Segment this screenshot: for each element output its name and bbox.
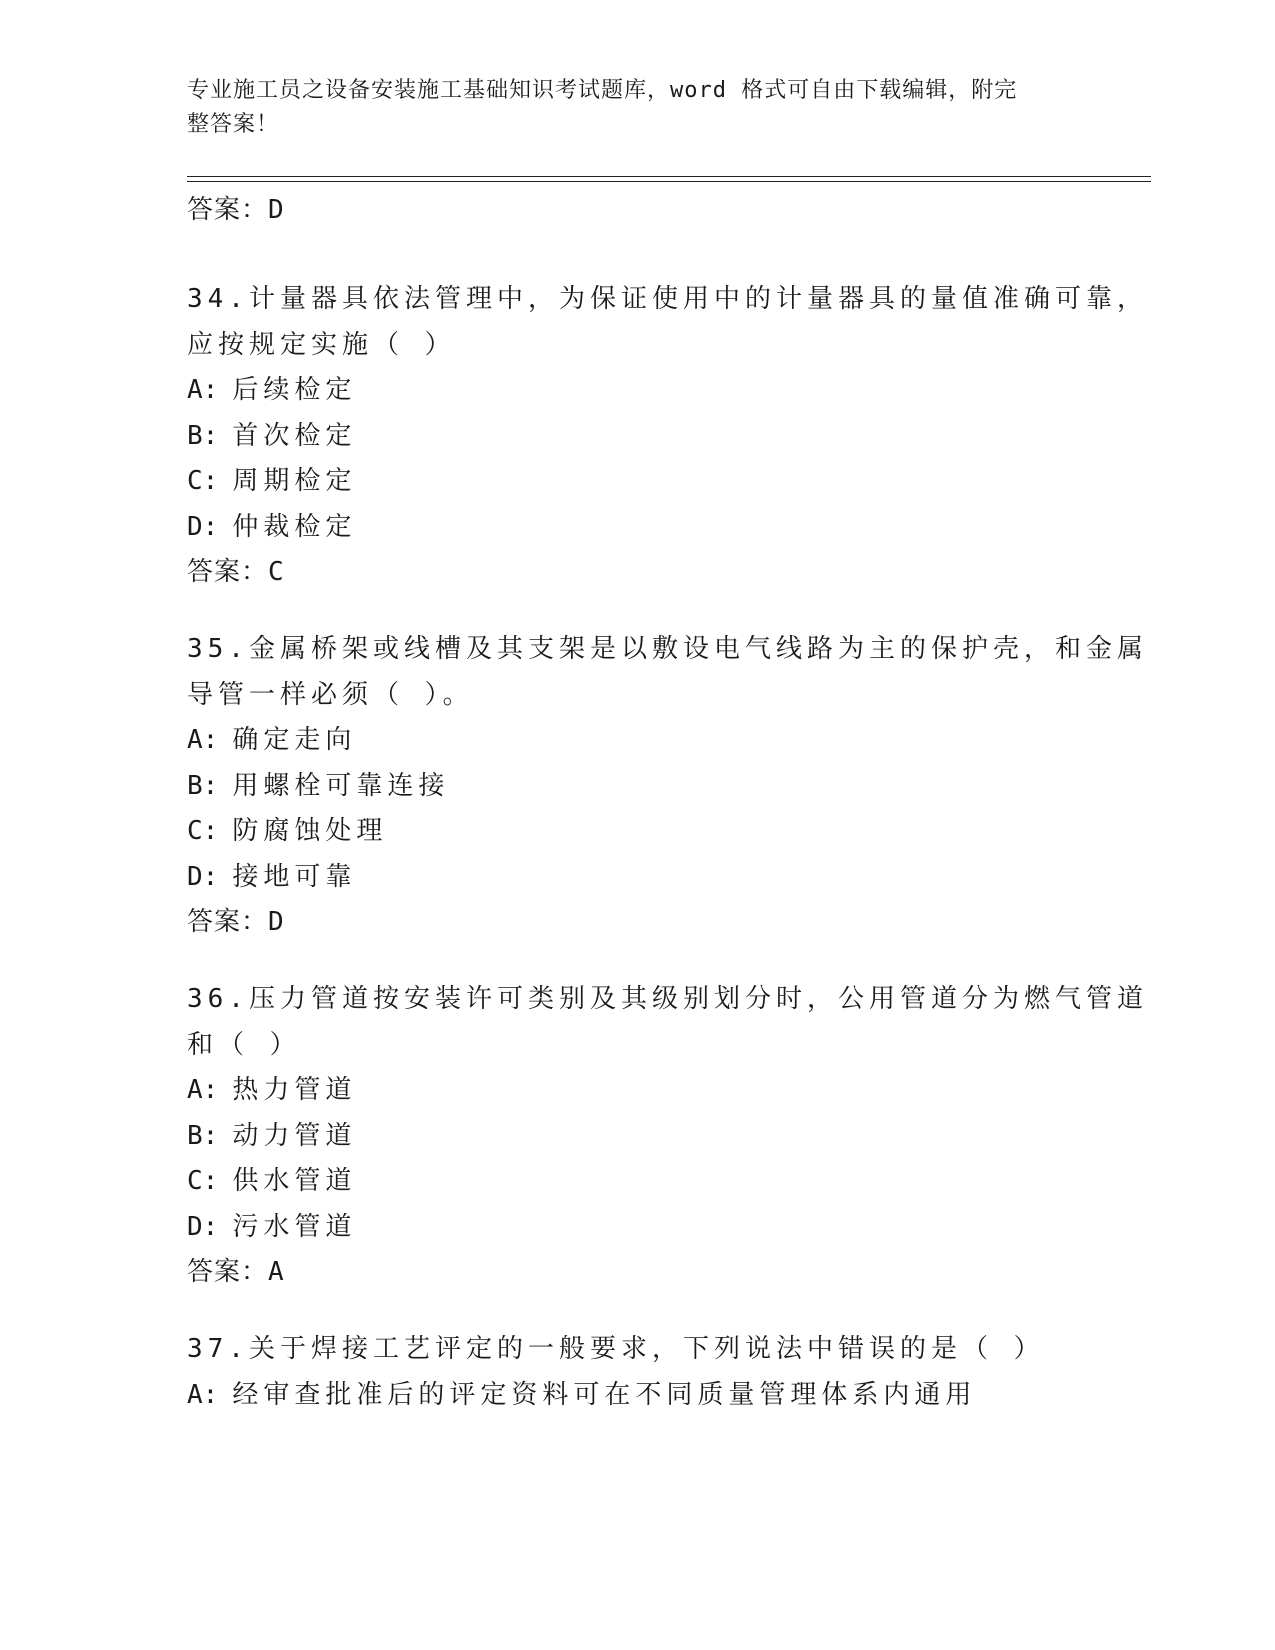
document-header <box>187 74 1067 142</box>
option-label: C: <box>187 466 219 496</box>
option-d <box>187 505 1087 551</box>
option-b <box>187 764 1087 810</box>
question-stem-line-1: 34.计量器具依法管理中，为保证使用中的计量器具的量值准确可靠， <box>187 284 1148 314</box>
option-text: 热力管道 <box>232 1075 357 1105</box>
question-stem-line-1: 35.金属桥架或线槽及其支架是以敷设电气线路为主的保护壳，和金属 <box>187 634 1148 664</box>
option-a <box>187 1373 1087 1419</box>
question-36 <box>187 977 1148 1296</box>
header-title-line-1: 专业施工员之设备安装施工基础知识考试题库，word 格式可自由下载编辑，附完 <box>187 78 1018 103</box>
answer-previous-question: 答案：D <box>187 195 285 225</box>
option-label: A: <box>187 375 219 405</box>
option-text: 动力管道 <box>232 1120 357 1151</box>
option-c <box>187 809 1087 855</box>
option-label: B: <box>187 770 219 801</box>
option-text: 后续检定 <box>232 375 357 405</box>
option-text: 首次检定 <box>232 420 357 451</box>
option-label: B: <box>187 1120 219 1151</box>
header-divider-top <box>187 176 1151 177</box>
option-text: 污水管道 <box>232 1211 357 1242</box>
option-d <box>187 1205 1087 1251</box>
question-37 <box>187 1327 1087 1418</box>
question-35 <box>187 627 1148 946</box>
question-stem-line-2: 导管一样必须（ ）。 <box>187 679 474 710</box>
option-text: 用螺栓可靠连接 <box>232 770 450 801</box>
option-text: 确定走向 <box>232 725 357 755</box>
option-c <box>187 1159 1087 1205</box>
option-label: C: <box>187 816 219 846</box>
option-b <box>187 414 1087 460</box>
option-a <box>187 1068 1087 1114</box>
option-label: D: <box>187 1211 219 1242</box>
answer: 答案：A <box>187 1257 285 1287</box>
option-label: B: <box>187 420 219 451</box>
option-text: 周期检定 <box>232 466 357 496</box>
option-label: D: <box>187 861 219 892</box>
option-label: D: <box>187 511 219 542</box>
option-a <box>187 368 1087 414</box>
option-label: A: <box>187 1075 219 1105</box>
option-label: A: <box>187 1379 219 1410</box>
answer: 答案：C <box>187 557 285 587</box>
option-text: 仲裁检定 <box>232 511 357 542</box>
option-text: 接地可靠 <box>232 861 357 892</box>
question-stem-line-2: 和（ ） <box>187 1029 301 1060</box>
option-a <box>187 718 1087 764</box>
option-text: 防腐蚀处理 <box>232 816 388 846</box>
option-label: C: <box>187 1166 219 1196</box>
question-34 <box>187 277 1148 596</box>
option-d <box>187 855 1087 901</box>
option-b <box>187 1114 1087 1160</box>
option-text: 经审查批准后的评定资料可在不同质量管理体系内通用 <box>232 1379 977 1410</box>
question-stem-line-1: 36.压力管道按安装许可类别及其级别划分时，公用管道分为燃气管道 <box>187 984 1148 1014</box>
option-label: A: <box>187 725 219 755</box>
header-title-line-2: 整答案！ <box>187 112 280 137</box>
header-divider-bottom <box>187 181 1151 182</box>
option-text: 供水管道 <box>232 1166 357 1196</box>
answer: 答案：D <box>187 907 285 937</box>
question-stem-line-2: 应按规定实施（ ） <box>187 329 456 360</box>
question-stem-line-1: 37.关于焊接工艺评定的一般要求，下列说法中错误的是（ ） <box>187 1334 1045 1364</box>
option-c <box>187 459 1087 505</box>
